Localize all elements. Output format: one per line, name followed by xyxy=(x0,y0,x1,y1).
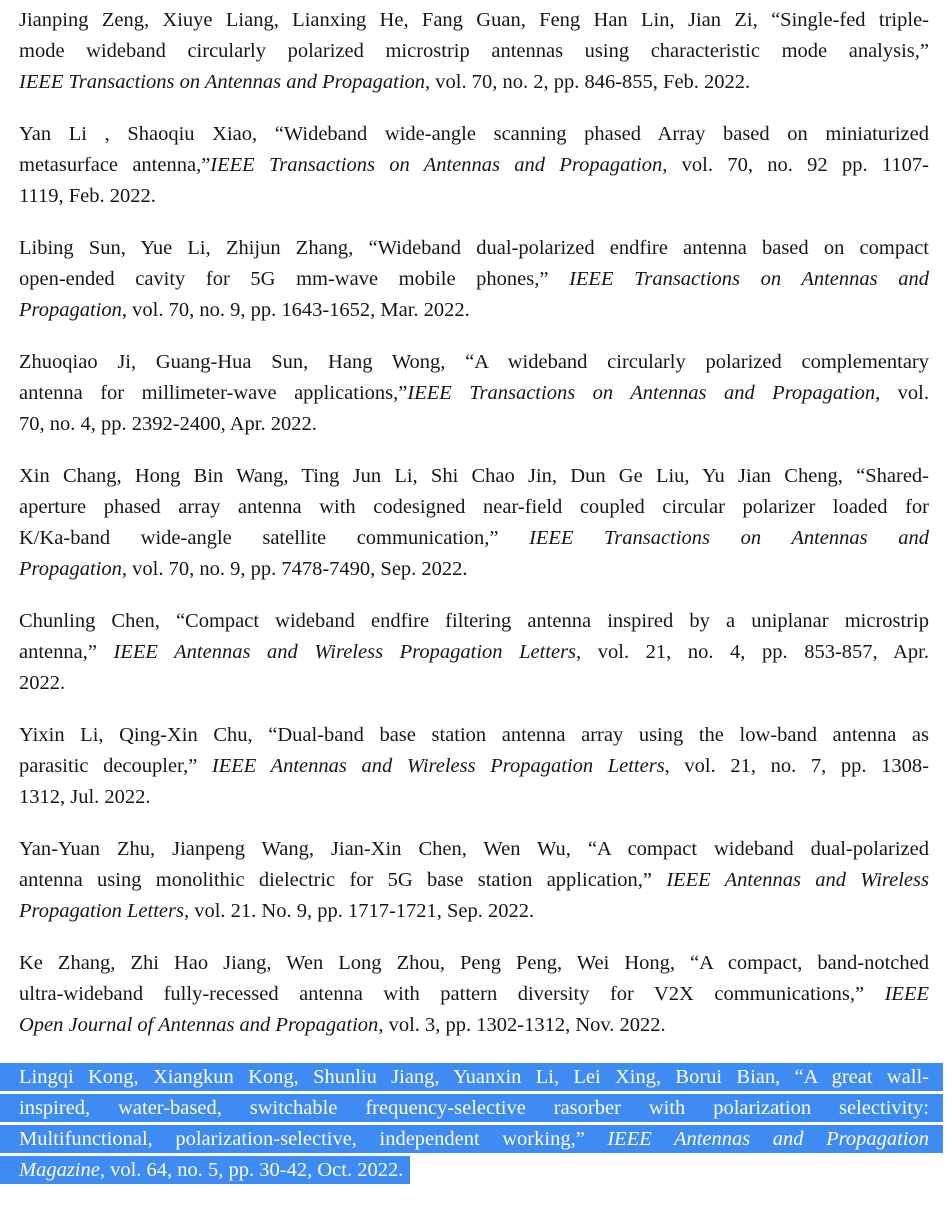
selection-highlight xyxy=(0,1125,943,1153)
reference-item xyxy=(19,233,929,326)
reference-line xyxy=(19,378,929,409)
reference-line xyxy=(19,834,929,865)
reference-item xyxy=(19,606,929,699)
citation-text: Chunling Chen, “Compact wideband endfire filtering antenna inspired by a uniplanar microstrip xyxy=(19,610,929,632)
journal-title: IEEE Transactions on Antennas and xyxy=(529,527,929,549)
reference-line xyxy=(19,865,929,896)
journal-title: IEEE Transactions on Antennas and Propagation xyxy=(19,71,426,93)
citation-text: Lingqi Kong, Xiangkun Kong, Shunliu Jiang, Yuanxin Li, Lei Xing, Borui Bian, “A great wall- xyxy=(19,1066,929,1088)
citation-text: ultra-wideband fully-recessed antenna with pattern diversity for V2X communications,” xyxy=(19,983,885,1005)
reference-line xyxy=(19,1010,929,1041)
citation-text: , vol. 3, pp. 1302-1312, Nov. 2022. xyxy=(378,1014,666,1036)
citation-text: Yan-Yuan Zhu, Jianpeng Wang, Jian-Xin Chen, Wen Wu, “A compact wideband dual-polarized xyxy=(19,838,929,860)
reference-item xyxy=(19,720,929,813)
journal-title: IEEE Antennas and Wireless Propagation Letters xyxy=(113,641,577,663)
citation-text: , vol. 70, no. 2, pp. 846-855, Feb. 2022. xyxy=(425,71,751,93)
reference-item xyxy=(19,119,929,212)
citation-text: , vol. 70, no. 9, pp. 7478-7490, Sep. 2022. xyxy=(121,558,468,580)
reference-line xyxy=(19,896,929,927)
journal-title: IEEE Antennas and Wireless Propagation Letters xyxy=(211,755,665,777)
reference-line xyxy=(19,492,929,523)
citation-text: , vol. 21, no. 4, pp. 853-857, Apr. xyxy=(576,641,929,663)
journal-title: IEEE Transactions on Antennas and Propagation xyxy=(407,382,876,404)
citation-text: open-ended cavity for 5G mm-wave mobile phones,” xyxy=(19,268,570,290)
reference-line xyxy=(19,233,929,264)
journal-title: IEEE xyxy=(884,983,929,1005)
reference-line xyxy=(0,1093,943,1124)
reference-line xyxy=(19,523,929,554)
citation-text: 2022. xyxy=(19,672,66,694)
reference-line xyxy=(19,637,929,668)
citation-text: , vol. 70, no. 9, pp. 1643-1652, Mar. 2022. xyxy=(121,299,470,321)
citation-text: Libing Sun, Yue Li, Zhijun Zhang, “Wideband dual-polarized endfire antenna based on compact xyxy=(19,237,929,259)
citation-text: metasurface antenna,” xyxy=(19,154,211,176)
citation-text: , vol. 21. No. 9, pp. 1717-1721, Sep. 2022. xyxy=(183,900,535,922)
journal-title: IEEE Antennas and Propagation xyxy=(607,1128,929,1150)
citation-text: mode wideband circularly polarized microstrip antennas using characteristic mode analysis,” xyxy=(19,40,929,62)
journal-title: Propagation Letters xyxy=(19,900,184,922)
citation-text: , vol. 21, no. 7, pp. 1308- xyxy=(664,755,929,777)
citation-text: 1312, Jul. 2022. xyxy=(19,786,151,808)
reference-line xyxy=(19,461,929,492)
reference-line xyxy=(19,150,929,181)
citation-text: 1119, Feb. 2022. xyxy=(19,185,156,207)
reference-line xyxy=(19,668,929,699)
citation-text: Ke Zhang, Zhi Hao Jiang, Wen Long Zhou, Peng Peng, Wei Hong, “A compact, band-notched xyxy=(19,952,929,974)
journal-title: IEEE Transactions on Antennas and Propagation xyxy=(210,154,663,176)
citation-text: , vol. 70, no. 92 pp. 1107- xyxy=(662,154,929,176)
reference-line xyxy=(19,606,929,637)
selection-highlight xyxy=(0,1094,943,1122)
citation-text: Zhuoqiao Ji, Guang-Hua Sun, Hang Wong, “A wideband circularly polarized complementary xyxy=(19,351,929,373)
reference-line xyxy=(19,751,929,782)
reference-line xyxy=(19,181,929,212)
reference-item xyxy=(19,948,929,1041)
citation-text: Jianping Zeng, Xiuye Liang, Lianxing He, Fang Guan, Feng Han Lin, Jian Zi, “Single-fed triple- xyxy=(19,9,929,31)
citation-text: Xin Chang, Hong Bin Wang, Ting Jun Li, Shi Chao Jin, Dun Ge Liu, Yu Jian Cheng, “Shared- xyxy=(19,465,929,487)
reference-item xyxy=(19,834,929,927)
reference-line xyxy=(19,409,929,440)
journal-title: Open Journal of Antennas and Propagation xyxy=(19,1014,379,1036)
citation-text: antenna for millimeter-wave applications,” xyxy=(19,382,408,404)
reference-line xyxy=(0,1124,943,1155)
reference-line xyxy=(19,5,929,36)
reference-line xyxy=(19,720,929,751)
citation-text: Yixin Li, Qing-Xin Chu, “Dual-band base station antenna array using the low-band antenna as xyxy=(19,724,929,746)
reference-line xyxy=(19,554,929,585)
citation-text: antenna,” xyxy=(19,641,114,663)
citation-text: , vol. 64, no. 5, pp. 30-42, Oct. 2022. xyxy=(99,1159,404,1181)
reference-line xyxy=(19,119,929,150)
citation-text: antenna using monolithic dielectric for 5G base station application,” xyxy=(19,869,667,891)
reference-line xyxy=(19,67,929,98)
citation-text: parasitic decoupler,” xyxy=(19,755,212,777)
reference-line xyxy=(19,782,929,813)
citation-text: aperture phased array antenna with codesigned near-field coupled circular polarizer loaded for xyxy=(19,496,929,518)
citation-text: , vol. xyxy=(875,382,929,404)
reference-line xyxy=(0,1062,943,1093)
reference-item-selected xyxy=(19,1062,929,1186)
reference-line xyxy=(19,347,929,378)
citation-text: Multifunctional, polarization-selective, independent working,” xyxy=(19,1128,608,1150)
selection-highlight xyxy=(0,1063,943,1091)
reference-line xyxy=(19,36,929,67)
citation-text: Yan Li , Shaoqiu Xiao, “Wideband wide-angle scanning phased Array based on miniaturized xyxy=(19,123,929,145)
journal-title: Propagation xyxy=(19,558,122,580)
reference-item xyxy=(19,5,929,98)
reference-line xyxy=(19,295,929,326)
citation-text: 70, no. 4, pp. 2392-2400, Apr. 2022. xyxy=(19,413,317,435)
journal-title: Propagation xyxy=(19,299,122,321)
reference-line xyxy=(19,979,929,1010)
citation-text: inspired, water-based, switchable frequency-selective rasorber with polarization selectivity: xyxy=(19,1097,929,1119)
journal-title: Magazine xyxy=(19,1159,100,1181)
journal-title: IEEE Antennas and Wireless xyxy=(666,869,929,891)
reference-line xyxy=(19,948,929,979)
journal-title: IEEE Transactions on Antennas and xyxy=(569,268,929,290)
reference-line xyxy=(19,264,929,295)
reference-item xyxy=(19,347,929,440)
citation-text: K/Ka-band wide-angle satellite communication,” xyxy=(19,527,530,549)
reference-line xyxy=(0,1155,929,1186)
reference-item xyxy=(19,461,929,585)
selection-highlight xyxy=(0,1156,410,1184)
